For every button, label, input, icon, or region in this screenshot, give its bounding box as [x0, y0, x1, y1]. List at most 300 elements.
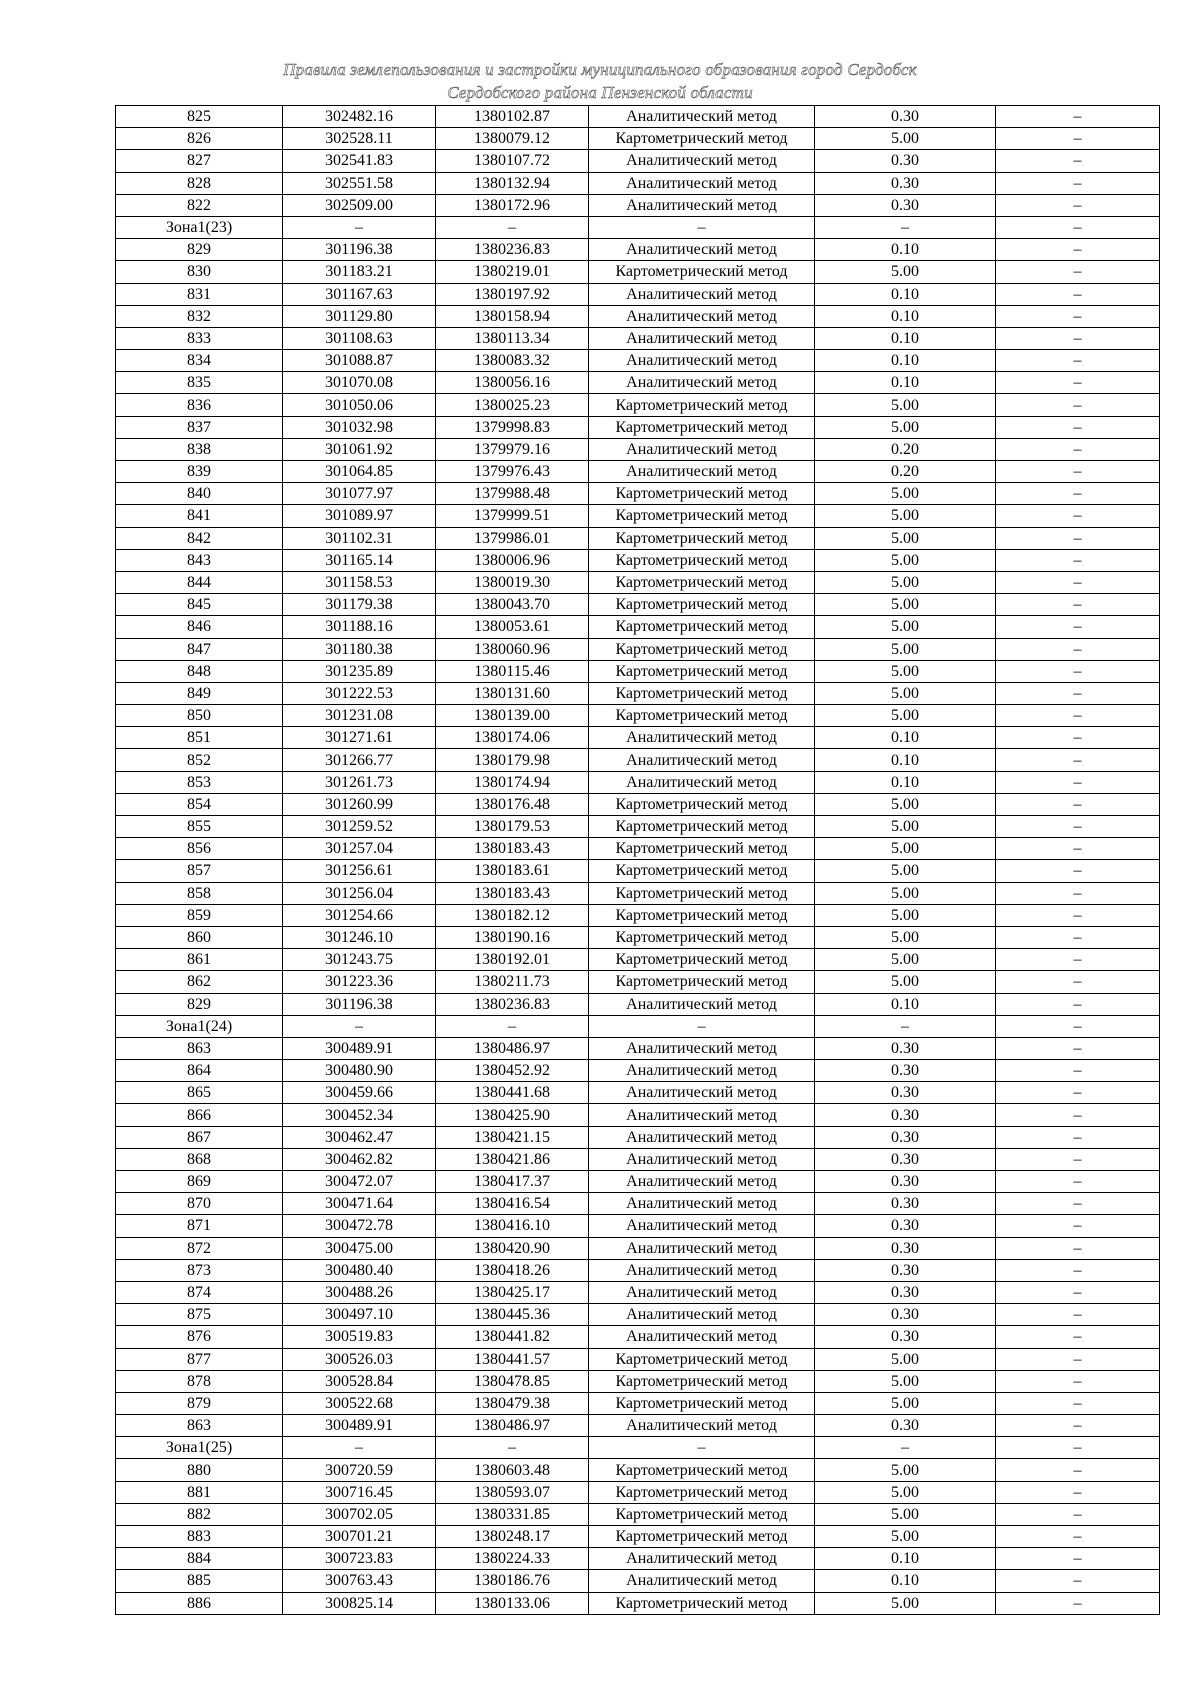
description-cell: –	[996, 1526, 1160, 1548]
table-row	[116, 793, 1160, 815]
description-cell: –	[996, 727, 1160, 749]
description-cell: –	[996, 660, 1160, 682]
x-coordinate-cell: 301167.63	[283, 283, 436, 305]
y-coordinate-cell: 1380079.12	[436, 128, 589, 150]
point-number-cell: 885	[116, 1570, 283, 1592]
accuracy-cell: 5.00	[815, 1392, 996, 1414]
table-row	[116, 239, 1160, 261]
accuracy-cell: 5.00	[815, 1481, 996, 1503]
table-row	[116, 816, 1160, 838]
accuracy-cell: 5.00	[815, 505, 996, 527]
x-coordinate-cell: –	[283, 1015, 436, 1037]
method-cell: Картометрический метод	[589, 705, 815, 727]
x-coordinate-cell: 300528.84	[283, 1370, 436, 1392]
point-number-cell: 862	[116, 971, 283, 993]
accuracy-cell: 5.00	[815, 971, 996, 993]
point-number-cell: 874	[116, 1281, 283, 1303]
accuracy-cell: 0.30	[815, 1281, 996, 1303]
x-coordinate-cell: 301261.73	[283, 771, 436, 793]
x-coordinate-cell: 300701.21	[283, 1526, 436, 1548]
y-coordinate-cell: 1380115.46	[436, 660, 589, 682]
point-number-cell: 881	[116, 1481, 283, 1503]
description-cell: –	[996, 261, 1160, 283]
point-number-cell: 865	[116, 1082, 283, 1104]
description-cell: –	[996, 1503, 1160, 1525]
accuracy-cell: 0.10	[815, 372, 996, 394]
point-number-cell: 886	[116, 1592, 283, 1614]
method-cell: Аналитический метод	[589, 1104, 815, 1126]
accuracy-cell: 5.00	[815, 483, 996, 505]
x-coordinate-cell: 300497.10	[283, 1304, 436, 1326]
table-row	[116, 1326, 1160, 1348]
accuracy-cell: 0.20	[815, 438, 996, 460]
point-number-cell: 829	[116, 239, 283, 261]
table-row	[116, 904, 1160, 926]
x-coordinate-cell: 300462.47	[283, 1126, 436, 1148]
point-number-cell: 880	[116, 1459, 283, 1481]
method-cell: Аналитический метод	[589, 150, 815, 172]
table-row	[116, 993, 1160, 1015]
x-coordinate-cell: 302541.83	[283, 150, 436, 172]
description-cell: –	[996, 1281, 1160, 1303]
y-coordinate-cell: 1380083.32	[436, 350, 589, 372]
table-row	[116, 416, 1160, 438]
y-coordinate-cell: 1380190.16	[436, 926, 589, 948]
description-cell: –	[996, 372, 1160, 394]
y-coordinate-cell: 1380248.17	[436, 1526, 589, 1548]
description-cell: –	[996, 416, 1160, 438]
description-cell: –	[996, 1126, 1160, 1148]
table-row	[116, 1215, 1160, 1237]
method-cell: Картометрический метод	[589, 1459, 815, 1481]
table-row	[116, 438, 1160, 460]
point-number-cell: 863	[116, 1037, 283, 1059]
y-coordinate-cell: 1380479.38	[436, 1392, 589, 1414]
x-coordinate-cell: 301158.53	[283, 571, 436, 593]
method-cell: Аналитический метод	[589, 438, 815, 460]
table-row	[116, 261, 1160, 283]
method-cell: Картометрический метод	[589, 971, 815, 993]
accuracy-cell: 0.30	[815, 1171, 996, 1193]
table-row	[116, 1570, 1160, 1592]
x-coordinate-cell: 302551.58	[283, 172, 436, 194]
table-row	[116, 1237, 1160, 1259]
point-number-cell: 871	[116, 1215, 283, 1237]
method-cell: Картометрический метод	[589, 1348, 815, 1370]
method-cell: Картометрический метод	[589, 1592, 815, 1614]
description-cell: –	[996, 327, 1160, 349]
x-coordinate-cell: 300480.90	[283, 1060, 436, 1082]
y-coordinate-cell: 1380192.01	[436, 949, 589, 971]
y-coordinate-cell: 1380331.85	[436, 1503, 589, 1525]
description-cell: –	[996, 1060, 1160, 1082]
description-cell: –	[996, 1237, 1160, 1259]
table-row	[116, 860, 1160, 882]
table-row	[116, 660, 1160, 682]
y-coordinate-cell: 1380133.06	[436, 1592, 589, 1614]
table-row	[116, 1503, 1160, 1525]
x-coordinate-cell: 301246.10	[283, 926, 436, 948]
description-cell: –	[996, 1104, 1160, 1126]
accuracy-cell: 0.30	[815, 1060, 996, 1082]
point-number-cell: 834	[116, 350, 283, 372]
accuracy-cell: 5.00	[815, 1592, 996, 1614]
y-coordinate-cell: 1380197.92	[436, 283, 589, 305]
table-row	[116, 172, 1160, 194]
method-cell: Картометрический метод	[589, 682, 815, 704]
y-coordinate-cell: 1380132.94	[436, 172, 589, 194]
table-row	[116, 1281, 1160, 1303]
x-coordinate-cell: 302509.00	[283, 194, 436, 216]
point-number-cell: Зона1(24)	[116, 1015, 283, 1037]
method-cell: Аналитический метод	[589, 239, 815, 261]
accuracy-cell: 0.30	[815, 1259, 996, 1281]
y-coordinate-cell: 1380131.60	[436, 682, 589, 704]
description-cell: –	[996, 1148, 1160, 1170]
method-cell: Аналитический метод	[589, 1415, 815, 1437]
table-row	[116, 1037, 1160, 1059]
description-cell: –	[996, 1415, 1160, 1437]
x-coordinate-cell: 300488.26	[283, 1281, 436, 1303]
table-row	[116, 350, 1160, 372]
point-number-cell: 883	[116, 1526, 283, 1548]
point-number-cell: 878	[116, 1370, 283, 1392]
accuracy-cell: 0.30	[815, 1193, 996, 1215]
table-row	[116, 1304, 1160, 1326]
method-cell: Картометрический метод	[589, 128, 815, 150]
y-coordinate-cell: 1380211.73	[436, 971, 589, 993]
accuracy-cell: 0.30	[815, 1215, 996, 1237]
x-coordinate-cell: 301129.80	[283, 305, 436, 327]
method-cell: Аналитический метод	[589, 461, 815, 483]
y-coordinate-cell: 1380478.85	[436, 1370, 589, 1392]
table-row	[116, 882, 1160, 904]
point-number-cell: 839	[116, 461, 283, 483]
y-coordinate-cell: 1380452.92	[436, 1060, 589, 1082]
point-number-cell: 866	[116, 1104, 283, 1126]
accuracy-cell: 0.10	[815, 327, 996, 349]
method-cell: Аналитический метод	[589, 1237, 815, 1259]
accuracy-cell: 0.30	[815, 172, 996, 194]
point-number-cell: 822	[116, 194, 283, 216]
point-number-cell: 851	[116, 727, 283, 749]
accuracy-cell: 5.00	[815, 571, 996, 593]
y-coordinate-cell: –	[436, 1437, 589, 1459]
y-coordinate-cell: 1380025.23	[436, 394, 589, 416]
description-cell: –	[996, 150, 1160, 172]
point-number-cell: 832	[116, 305, 283, 327]
y-coordinate-cell: 1380174.94	[436, 771, 589, 793]
y-coordinate-cell: 1380179.53	[436, 816, 589, 838]
table-row	[116, 1171, 1160, 1193]
description-cell: –	[996, 1459, 1160, 1481]
point-number-cell: 848	[116, 660, 283, 682]
point-number-cell: 855	[116, 816, 283, 838]
description-cell: –	[996, 926, 1160, 948]
table-row	[116, 1104, 1160, 1126]
method-cell: Картометрический метод	[589, 793, 815, 815]
accuracy-cell: –	[815, 1437, 996, 1459]
table-row	[116, 549, 1160, 571]
y-coordinate-cell: 1380219.01	[436, 261, 589, 283]
table-row	[116, 1548, 1160, 1570]
x-coordinate-cell: 301165.14	[283, 549, 436, 571]
x-coordinate-cell: 300526.03	[283, 1348, 436, 1370]
method-cell: Аналитический метод	[589, 305, 815, 327]
point-number-cell: Зона1(25)	[116, 1437, 283, 1459]
y-coordinate-cell: –	[436, 216, 589, 238]
description-cell: –	[996, 216, 1160, 238]
point-number-cell: 838	[116, 438, 283, 460]
table-row	[116, 727, 1160, 749]
y-coordinate-cell: 1379999.51	[436, 505, 589, 527]
y-coordinate-cell: 1380417.37	[436, 1171, 589, 1193]
method-cell: Картометрический метод	[589, 505, 815, 527]
description-cell: –	[996, 793, 1160, 815]
x-coordinate-cell: 300522.68	[283, 1392, 436, 1414]
method-cell: Картометрический метод	[589, 949, 815, 971]
x-coordinate-cell: 300471.64	[283, 1193, 436, 1215]
x-coordinate-cell: 301266.77	[283, 749, 436, 771]
method-cell: Аналитический метод	[589, 1548, 815, 1570]
method-cell: Картометрический метод	[589, 394, 815, 416]
method-cell: Картометрический метод	[589, 483, 815, 505]
accuracy-cell: 5.00	[815, 394, 996, 416]
x-coordinate-cell: 301183.21	[283, 261, 436, 283]
point-number-cell: 831	[116, 283, 283, 305]
method-cell: Картометрический метод	[589, 594, 815, 616]
table-row	[116, 594, 1160, 616]
x-coordinate-cell: 300716.45	[283, 1481, 436, 1503]
table-row	[116, 682, 1160, 704]
accuracy-cell: 0.10	[815, 350, 996, 372]
method-cell: Аналитический метод	[589, 1259, 815, 1281]
x-coordinate-cell: 301089.97	[283, 505, 436, 527]
method-cell: Аналитический метод	[589, 1281, 815, 1303]
description-cell: –	[996, 705, 1160, 727]
table-row	[116, 283, 1160, 305]
method-cell: Картометрический метод	[589, 882, 815, 904]
point-number-cell: 884	[116, 1548, 283, 1570]
method-cell: Картометрический метод	[589, 261, 815, 283]
table-row	[116, 305, 1160, 327]
description-cell: –	[996, 305, 1160, 327]
point-number-cell: 850	[116, 705, 283, 727]
x-coordinate-cell: 301188.16	[283, 616, 436, 638]
table-row	[116, 216, 1160, 238]
accuracy-cell: 5.00	[815, 549, 996, 571]
y-coordinate-cell: 1379976.43	[436, 461, 589, 483]
y-coordinate-cell: 1380060.96	[436, 638, 589, 660]
y-coordinate-cell: 1380441.82	[436, 1326, 589, 1348]
point-number-cell: 840	[116, 483, 283, 505]
description-cell: –	[996, 1304, 1160, 1326]
accuracy-cell: 0.30	[815, 1148, 996, 1170]
accuracy-cell: 0.30	[815, 1082, 996, 1104]
point-number-cell: 837	[116, 416, 283, 438]
accuracy-cell: 5.00	[815, 838, 996, 860]
table-row	[116, 1348, 1160, 1370]
point-number-cell: 867	[116, 1126, 283, 1148]
x-coordinate-cell: 300475.00	[283, 1237, 436, 1259]
point-number-cell: 853	[116, 771, 283, 793]
table-row	[116, 949, 1160, 971]
point-number-cell: 864	[116, 1060, 283, 1082]
point-number-cell: 827	[116, 150, 283, 172]
method-cell: Картометрический метод	[589, 416, 815, 438]
accuracy-cell: 5.00	[815, 527, 996, 549]
method-cell: Аналитический метод	[589, 1570, 815, 1592]
table-row	[116, 1526, 1160, 1548]
table-row	[116, 571, 1160, 593]
table-row	[116, 1370, 1160, 1392]
method-cell: Аналитический метод	[589, 727, 815, 749]
x-coordinate-cell: 301088.87	[283, 350, 436, 372]
accuracy-cell: 0.10	[815, 283, 996, 305]
description-cell: –	[996, 1215, 1160, 1237]
x-coordinate-cell: 300472.78	[283, 1215, 436, 1237]
table-row	[116, 394, 1160, 416]
method-cell: Аналитический метод	[589, 1126, 815, 1148]
x-coordinate-cell: 301179.38	[283, 594, 436, 616]
y-coordinate-cell: 1380441.57	[436, 1348, 589, 1370]
x-coordinate-cell: 301061.92	[283, 438, 436, 460]
table-row	[116, 749, 1160, 771]
accuracy-cell: 5.00	[815, 682, 996, 704]
y-coordinate-cell: 1379979.16	[436, 438, 589, 460]
y-coordinate-cell: 1380183.61	[436, 860, 589, 882]
accuracy-cell: 5.00	[815, 1503, 996, 1525]
method-cell: –	[589, 1437, 815, 1459]
y-coordinate-cell: 1380053.61	[436, 616, 589, 638]
y-coordinate-cell: 1380107.72	[436, 150, 589, 172]
description-cell: –	[996, 1348, 1160, 1370]
method-cell: Картометрический метод	[589, 527, 815, 549]
method-cell: Аналитический метод	[589, 283, 815, 305]
x-coordinate-cell: 302528.11	[283, 128, 436, 150]
accuracy-cell: 0.30	[815, 1104, 996, 1126]
x-coordinate-cell: 301108.63	[283, 327, 436, 349]
y-coordinate-cell: 1380186.76	[436, 1570, 589, 1592]
description-cell: –	[996, 1037, 1160, 1059]
point-number-cell: 863	[116, 1415, 283, 1437]
y-coordinate-cell: 1380416.54	[436, 1193, 589, 1215]
x-coordinate-cell: 301256.61	[283, 860, 436, 882]
y-coordinate-cell: 1380056.16	[436, 372, 589, 394]
accuracy-cell: 0.10	[815, 239, 996, 261]
method-cell: Аналитический метод	[589, 993, 815, 1015]
y-coordinate-cell: 1380425.17	[436, 1281, 589, 1303]
point-number-cell: 852	[116, 749, 283, 771]
description-cell: –	[996, 1326, 1160, 1348]
accuracy-cell: 0.20	[815, 461, 996, 483]
point-number-cell: 882	[116, 1503, 283, 1525]
method-cell: Аналитический метод	[589, 1326, 815, 1348]
description-cell: –	[996, 505, 1160, 527]
page-header	[0, 58, 1200, 104]
accuracy-cell: 0.10	[815, 305, 996, 327]
accuracy-cell: 5.00	[815, 594, 996, 616]
method-cell: Картометрический метод	[589, 638, 815, 660]
y-coordinate-cell: 1380236.83	[436, 993, 589, 1015]
description-cell: –	[996, 1082, 1160, 1104]
point-number-cell: 830	[116, 261, 283, 283]
description-cell: –	[996, 1570, 1160, 1592]
y-coordinate-cell: 1380019.30	[436, 571, 589, 593]
description-cell: –	[996, 1392, 1160, 1414]
method-cell: Аналитический метод	[589, 350, 815, 372]
method-cell: –	[589, 1015, 815, 1037]
x-coordinate-cell: –	[283, 216, 436, 238]
y-coordinate-cell: 1380182.12	[436, 904, 589, 926]
description-cell: –	[996, 949, 1160, 971]
point-number-cell: 829	[116, 993, 283, 1015]
accuracy-cell: 5.00	[815, 128, 996, 150]
description-cell: –	[996, 971, 1160, 993]
x-coordinate-cell: 302482.16	[283, 106, 436, 128]
x-coordinate-cell: 300723.83	[283, 1548, 436, 1570]
x-coordinate-cell: 301260.99	[283, 793, 436, 815]
method-cell: Аналитический метод	[589, 372, 815, 394]
table-row	[116, 1082, 1160, 1104]
y-coordinate-cell: 1379998.83	[436, 416, 589, 438]
point-number-cell: 847	[116, 638, 283, 660]
x-coordinate-cell: 301050.06	[283, 394, 436, 416]
y-coordinate-cell: 1380603.48	[436, 1459, 589, 1481]
description-cell: –	[996, 1015, 1160, 1037]
table-row	[116, 194, 1160, 216]
method-cell: Аналитический метод	[589, 1215, 815, 1237]
point-number-cell: 856	[116, 838, 283, 860]
y-coordinate-cell: 1379986.01	[436, 527, 589, 549]
table-row	[116, 327, 1160, 349]
point-number-cell: 849	[116, 682, 283, 704]
x-coordinate-cell: 301235.89	[283, 660, 436, 682]
y-coordinate-cell: 1380486.97	[436, 1037, 589, 1059]
point-number-cell: 836	[116, 394, 283, 416]
y-coordinate-cell: 1380172.96	[436, 194, 589, 216]
y-coordinate-cell: –	[436, 1015, 589, 1037]
table-row	[116, 1126, 1160, 1148]
method-cell: Аналитический метод	[589, 106, 815, 128]
table-row	[116, 372, 1160, 394]
description-cell: –	[996, 128, 1160, 150]
point-number-cell: 877	[116, 1348, 283, 1370]
accuracy-cell: 0.30	[815, 194, 996, 216]
y-coordinate-cell: 1380418.26	[436, 1259, 589, 1281]
table-row	[116, 1459, 1160, 1481]
y-coordinate-cell: 1380183.43	[436, 882, 589, 904]
accuracy-cell: 5.00	[815, 1348, 996, 1370]
method-cell: Аналитический метод	[589, 1037, 815, 1059]
x-coordinate-cell: 300489.91	[283, 1415, 436, 1437]
x-coordinate-cell: 301231.08	[283, 705, 436, 727]
table-row	[116, 128, 1160, 150]
method-cell: Аналитический метод	[589, 172, 815, 194]
point-number-cell: 861	[116, 949, 283, 971]
description-cell: –	[996, 350, 1160, 372]
y-coordinate-cell: 1380113.34	[436, 327, 589, 349]
description-cell: –	[996, 860, 1160, 882]
point-number-cell: 825	[116, 106, 283, 128]
header-line-2: Сердобского района Пензенской области	[447, 83, 753, 102]
accuracy-cell: –	[815, 216, 996, 238]
method-cell: Картометрический метод	[589, 571, 815, 593]
method-cell: Картометрический метод	[589, 838, 815, 860]
description-cell: –	[996, 438, 1160, 460]
description-cell: –	[996, 172, 1160, 194]
table-row	[116, 926, 1160, 948]
